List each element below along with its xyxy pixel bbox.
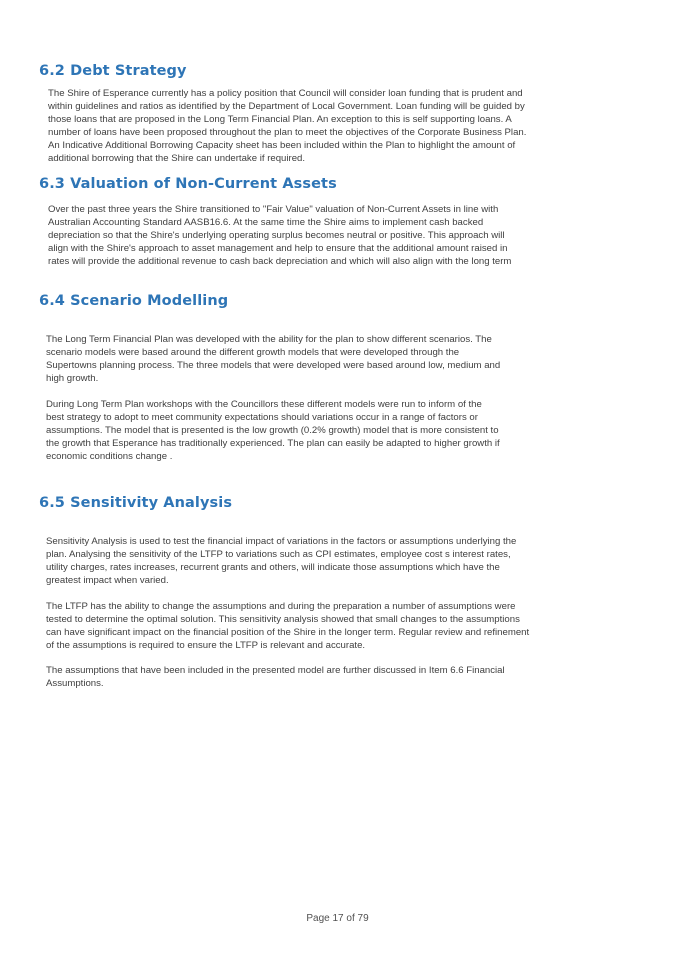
text-line: rates will provide the additional revenue to cash back depreciation and which will also align with the long term	[48, 256, 512, 268]
text-line: best strategy to adopt to meet community expectations should variations occur in a range of factors or	[46, 412, 478, 424]
text-line: can have significant impact on the financial position of the Shire in the longer term. Regular review and refinement	[46, 627, 530, 639]
page-number: Page 17 of 79	[306, 913, 369, 924]
text-line: tested to determine the optimal solution. This sensitivity analysis showed that small changes to the assumptions	[46, 614, 520, 626]
text-line: of the assumptions is required to ensure the LTFP is relevant and accurate.	[46, 640, 366, 652]
paragraph-sensitivity-3	[46, 664, 505, 690]
text-line: align with the Shire's approach to asset management and help to ensure that the additional amount raised in	[48, 243, 508, 255]
text-line: Assumptions.	[46, 678, 104, 690]
text-line: An Indicative Additional Borrowing Capacity sheet has been included within the Plan to highlight the amount of	[48, 140, 516, 152]
text-line: The Shire of Esperance currently has a policy position that Council will consider loan funding that is prudent and	[48, 88, 523, 99]
text-line: Supertowns planning process. The three models that were developed were based around low, medium and	[46, 360, 501, 372]
text-line: During Long Term Plan workshops with the Councillors these different models were run to inform of the	[46, 399, 482, 410]
text-line: additional borrowing that the Shire can undertake if required.	[48, 153, 306, 165]
text-line: depreciation so that the Shire's underlying operating surplus becomes neutral or positive. This approach will	[48, 230, 505, 242]
text-line: plan. Analysing the sensitivity of the LTFP to variations such as CPI estimates, employee cost s interest rates,	[46, 549, 511, 561]
text-line: utility charges, rates increases, recurrent grants and others, will indicate those assumptions which have the	[46, 562, 500, 574]
text-line: economic conditions change .	[46, 451, 173, 463]
text-line: assumptions. The model that is presented is the low growth (0.2% growth) model that is more consistent to	[46, 425, 499, 437]
text-line: Over the past three years the Shire transitioned to "Fair Value" valuation of Non-Current Assets in line with	[48, 204, 499, 215]
paragraph-valuation-assets	[48, 203, 511, 268]
text-line: The assumptions that have been included in the presented model are further discussed in Item 6.6 Financial	[46, 665, 505, 676]
paragraph-scenario-2	[46, 398, 500, 463]
text-line: the growth that Esperance has traditionally experienced. The plan can easily be adapted to higher growth if	[46, 438, 500, 450]
text-line: those loans that are proposed in the Long Term Financial Plan. An exception to this is self supporting loans. A	[48, 114, 512, 126]
heading-debt-strategy: 6.2 Debt Strategy	[39, 63, 187, 79]
text-line: within guidelines and ratios as identified by the Department of Local Government. Loan funding will be guided by	[48, 101, 525, 113]
text-line: Australian Accounting Standard AASB16.6. At the same time the Shire aims to implement cash backed	[48, 217, 484, 229]
paragraph-sensitivity-1	[46, 535, 516, 587]
text-line: number of loans have been proposed throughout the plan to meet the objectives of the Corporate Business Plan.	[48, 127, 527, 139]
heading-scenario-modelling: 6.4 Scenario Modelling	[39, 293, 229, 309]
text-line: high growth.	[46, 373, 99, 385]
text-line: The Long Term Financial Plan was developed with the ability for the plan to show different scenarios. The	[46, 334, 492, 345]
paragraph-sensitivity-2	[46, 600, 529, 652]
heading-sensitivity-analysis: 6.5 Sensitivity Analysis	[39, 495, 233, 511]
paragraph-debt-strategy	[48, 87, 526, 166]
text-line: The LTFP has the ability to change the assumptions and during the preparation a number of assumptions were	[46, 601, 516, 612]
heading-valuation-assets: 6.3 Valuation of Non-Current Assets	[39, 176, 337, 192]
paragraph-scenario-1	[46, 333, 500, 385]
text-line: Sensitivity Analysis is used to test the financial impact of variations in the factors or assumptions underlying the	[46, 536, 517, 547]
text-line: greatest impact when varied.	[46, 575, 169, 587]
text-line: scenario models were based around the different growth models that were developed through the	[46, 347, 460, 359]
